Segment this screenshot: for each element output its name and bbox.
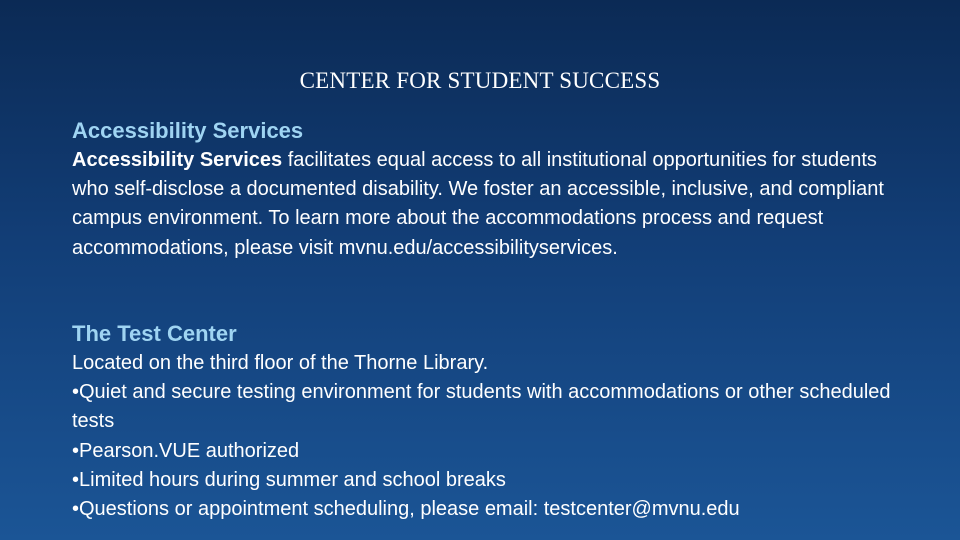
accessibility-description [72, 146, 892, 263]
accessibility-section [72, 117, 892, 263]
test-center-bullets [72, 378, 892, 524]
slide-title: CENTER FOR STUDENT SUCCESS [299, 68, 661, 93]
test-center-heading: The Test Center [72, 321, 237, 346]
bullet-item: •Questions or appointment scheduling, please email: testcenter@mvnu.edu [72, 498, 740, 521]
test-center-intro: Located on the third floor of the Thorne Library. [72, 352, 489, 374]
accessibility-body: facilitates equal access to all institutional opportunities for students who self-disclose a documented disability. We foster an accessible, inclusive, and compliant campus environment. To learn more about the accommodations process and request accommodations, please visit mvnu.edu/accessibilityservices. [72, 149, 884, 259]
bullet-item: •Quiet and secure testing environment for students with accommodations or other scheduled tests [72, 381, 891, 433]
accessibility-heading: Accessibility Services [72, 118, 304, 143]
accessibility-lead: Accessibility Services [72, 149, 283, 171]
bullet-item: •Pearson.VUE authorized [72, 439, 300, 462]
test-center-section [72, 320, 892, 524]
bullet-item: •Limited hours during summer and school breaks [72, 468, 506, 491]
